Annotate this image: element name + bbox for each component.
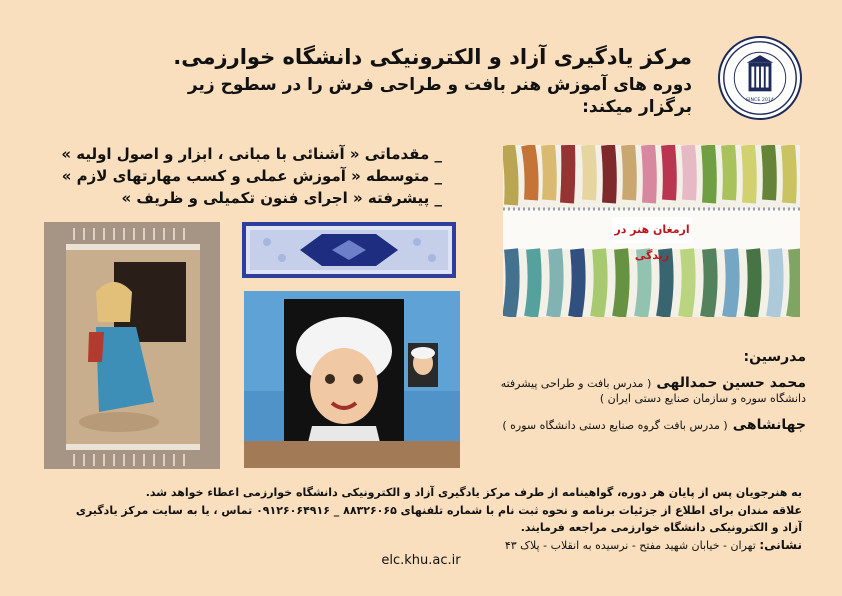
- poster-title: مرکز یادگیری آزاد و الکترونیکی دانشگاه خوارزمی.: [173, 45, 692, 69]
- poster-subtitle: دوره های آموزش هنر بافت و طراحی فرش را در سطوح زیر: [187, 75, 692, 95]
- svg-text:SINCE 2014: SINCE 2014: [746, 97, 774, 103]
- university-seal-logo: [718, 36, 802, 120]
- teacher-1-name: محمد حسین حمدالهی: [656, 375, 806, 391]
- level-beginner: _ مقدماتی « آشنائی با مبانی ، ابزار و اصول اولیه »: [61, 145, 442, 163]
- address-label: نشانی:: [759, 538, 802, 552]
- banner-caption: ارمغان هنر در زندگی: [612, 217, 692, 243]
- registration-info-cont: آزاد و الکترونیکی دانشگاه خوارزمی مراجعه فرمایند.: [520, 521, 802, 534]
- teacher-1-role-cont: دانشگاه سوره و سازمان صنایع دستی ایران ): [599, 392, 806, 405]
- girl-carpet-image: [44, 222, 220, 469]
- carpet-ornament-image: [242, 222, 456, 278]
- poster-subtitle-cont: برگزار میکند:: [582, 97, 692, 117]
- certificate-note: به هنرجویان پس از پایان هر دوره، گواهینامه از طرف مرکز یادگیری آزاد و الکترونیکی دانشگاه خوارزمی اعطاء خواهد شد.: [145, 486, 802, 499]
- teacher-2: [366, 414, 806, 433]
- level-advanced: _ پیشرفته « اجرای فنون تکمیلی و ظریف »: [121, 189, 442, 207]
- teacher-2-name: جهانشاهی: [732, 417, 806, 433]
- website-link[interactable]: elc.khu.ac.ir: [381, 553, 461, 568]
- teacher-2-role: ( مدرس بافت گروه صنایع دستی دانشگاه سوره ): [502, 419, 728, 432]
- teachers-heading: مدرسین:: [743, 349, 806, 365]
- course-levels: [22, 143, 442, 209]
- level-intermediate: _ متوسطه « آموزش عملی و کسب مهارتهای لازم »: [61, 167, 442, 185]
- address-text: تهران - خیابان شهید مفتح - نرسیده به انقلاب - پلاک ۴۳: [504, 539, 756, 552]
- registration-info: علاقه مندان برای اطلاع از جزئیات برنامه و نحوه ثبت نام با شماره تلفنهای ۸۸۳۲۶۰۶۵ _ ۰۹۱۲۶۰۶۴۹۱۶ تماس ، یا به سایت مرکز یادگیری: [75, 504, 802, 517]
- teacher-1-role: ( مدرس بافت و طراحی پیشرفته: [500, 377, 652, 390]
- address: [52, 537, 802, 554]
- teacher-1: [366, 372, 806, 391]
